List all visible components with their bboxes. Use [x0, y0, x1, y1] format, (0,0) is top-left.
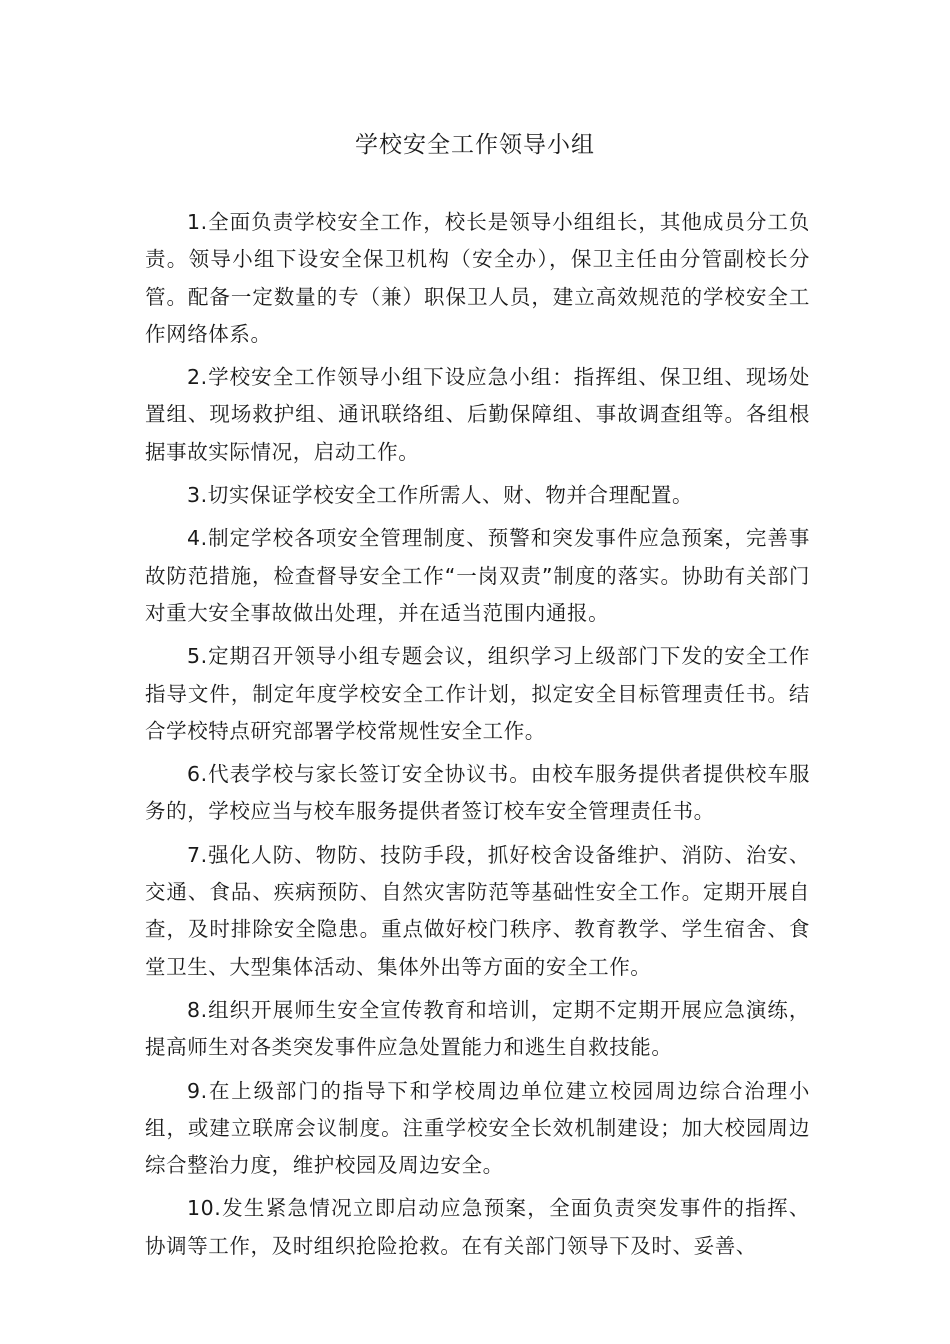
document-title: 学校安全工作领导小组	[355, 132, 595, 158]
paragraph-8: 8.组织开展师生安全宣传教育和培训，定期不定期开展应急演练，提高师生对各类突发事件应急处置能力和逃生自救技能。	[145, 997, 810, 1060]
paragraph-3: 3.切实保证学校安全工作所需人、财、物并合理配置。	[187, 483, 694, 508]
paragraph-5: 5.定期召开领导小组专题会议，组织学习上级部门下发的安全工作指导文件，制定年度学校安全工作计划，拟定安全目标管理责任书。结合学校特点研究部署学校常规性安全工作。	[145, 644, 810, 743]
paragraph-7: 7.强化人防、物防、技防手段，抓好校舍设备维护、消防、治安、交通、食品、疾病预防、自然灾害防范等基础性安全工作。定期开展自查，及时排除安全隐患。重点做好校门秩序、教育教学、学生宿舍、食堂卫生、大型集体活动、集体外出等方面的安全工作。	[145, 842, 810, 979]
paragraph-1: 1.全面负责学校安全工作，校长是领导小组组长，其他成员分工负责。领导小组下设安全保卫机构（安全办），保卫主任由分管副校长分管。配备一定数量的专（兼）职保卫人员，建立高效规范的学校安全工作网络体系。	[145, 210, 810, 346]
paragraph-10: 10.发生紧急情况立即启动应急预案，全面负责突发事件的指挥、协调等工作，及时组织抢险抢救。在有关部门领导下及时、妥善、	[145, 1196, 810, 1258]
document-body	[145, 204, 810, 1271]
paragraph-2: 2.学校安全工作领导小组下设应急小组：指挥组、保卫组、现场处置组、现场救护组、通讯联络组、后勤保障组、事故调查组等。各组根据事故实际情况，启动工作。	[145, 365, 810, 464]
paragraph-6: 6.代表学校与家长签订安全协议书。由校车服务提供者提供校车服务的，学校应当与校车服务提供者签订校车安全管理责任书。	[145, 762, 810, 824]
paragraph-4: 4.制定学校各项安全管理制度、预警和突发事件应急预案，完善事故防范措施，检查督导安全工作“一岗双责”制度的落实。协助有关部门对重大安全事故做出处理，并在适当范围内通报。	[145, 526, 810, 625]
paragraph-9: 9.在上级部门的指导下和学校周边单位建立校园周边综合治理小组，或建立联席会议制度。注重学校安全长效机制建设；加大校园周边综合整治力度，维护校园及周边安全。	[145, 1078, 810, 1178]
